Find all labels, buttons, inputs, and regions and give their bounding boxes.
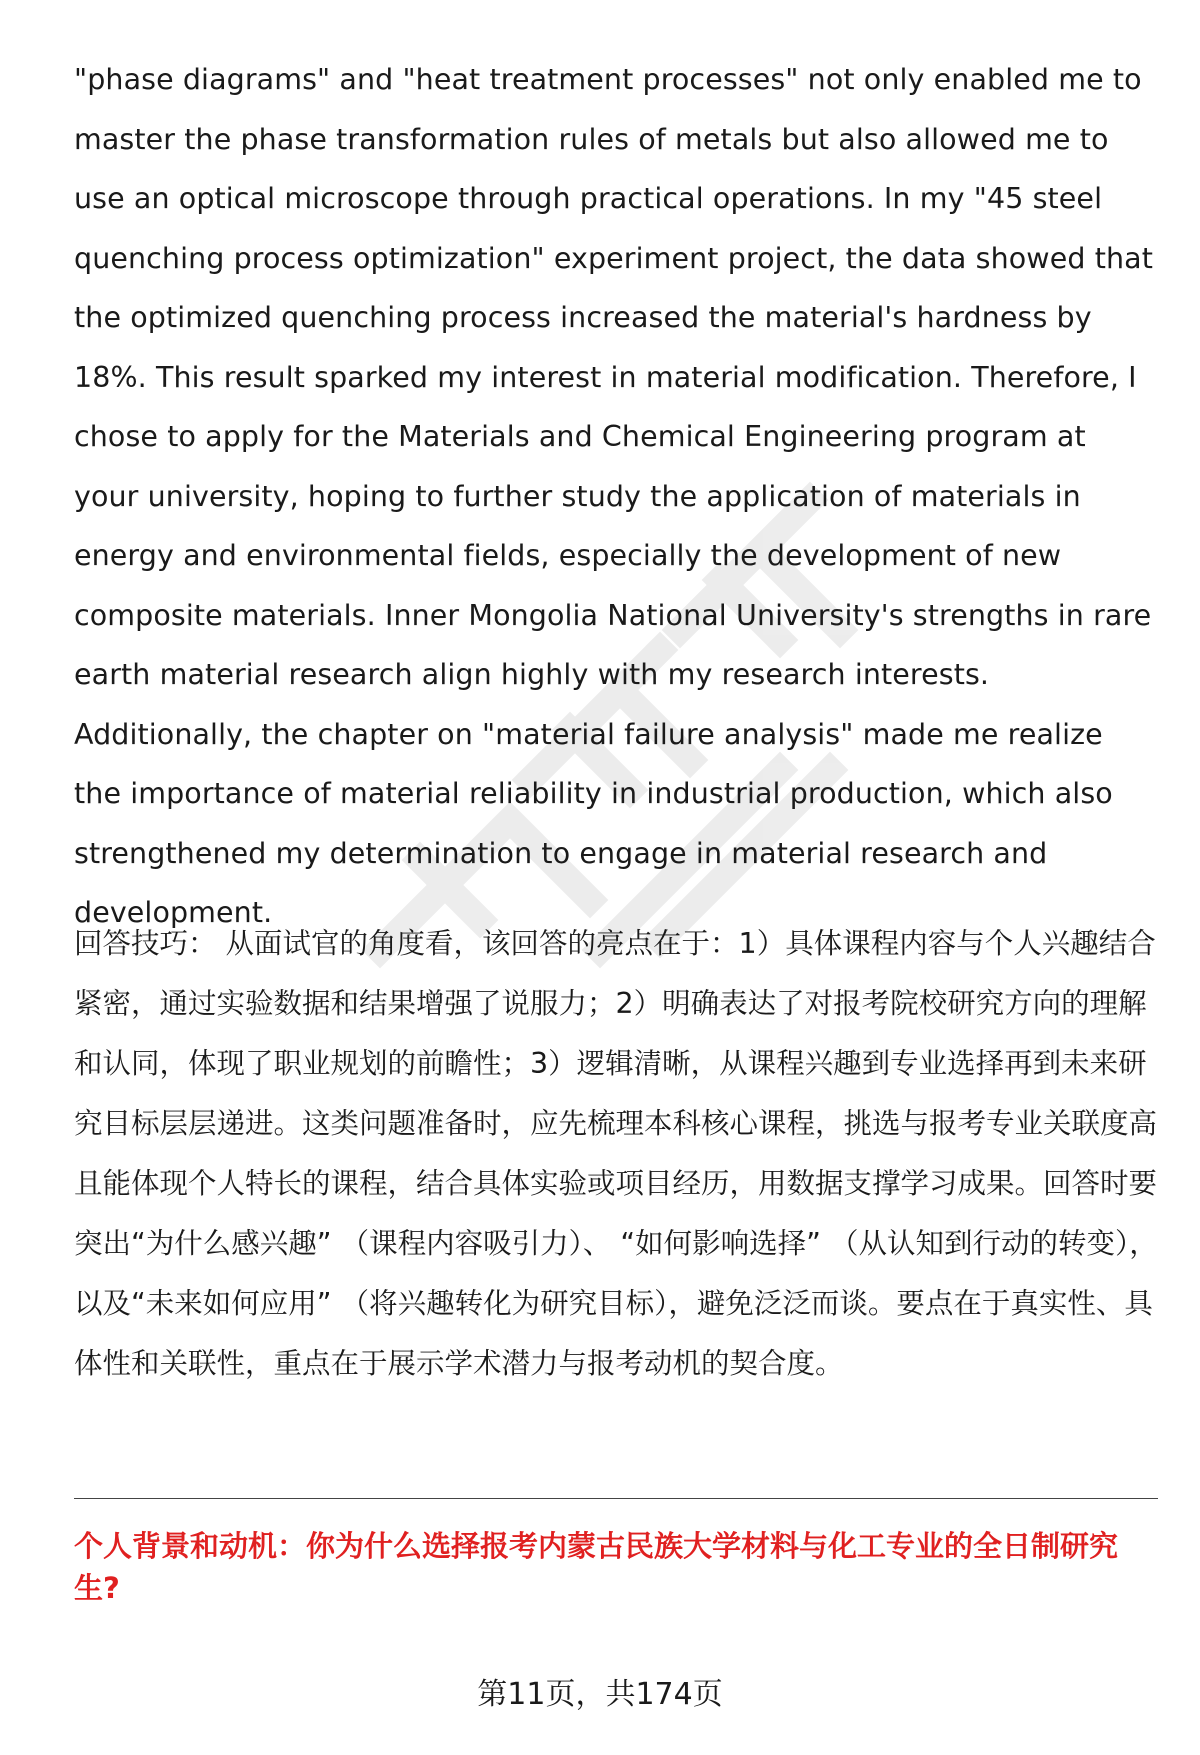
section-divider — [74, 1498, 1158, 1499]
page-number-footer: 第11页，共174页 — [477, 1677, 723, 1712]
question-heading: 个人背景和动机：你为什么选择报考内蒙古民族大学材料与化工专业的全日制研究生? — [74, 1529, 1119, 1605]
english-answer-paragraph: "phase diagrams" and "heat treatment processes" not only enabled me to master the phase transformation rules of metals but also allowed me to use an optical microscope through practical operations. In my "45 steel quenching process optimization" experiment project, the data showed that the optimized quenching process increased the material's hardness by 18%. This result sparked my interest in material modification. Therefore, I chose to apply for the Materials and Chemical Engineering program at your university, hoping to further study the application of materials in energy and environmental fields, especially the development of new composite materials. Inner Mongolia National University's strengths in rare earth material research align highly with my research interests. Additionally, the chapter on "material failure analysis" made me realize the importance of material reliability in industrial production, which also strengthened my determination to engage in material research and development. — [74, 63, 1153, 929]
answer-tips-paragraph: 回答技巧： 从面试官的角度看，该回答的亮点在于：1）具体课程内容与个人兴趣结合紧密，通过实验数据和结果增强了说服力；2）明确表达了对报考院校研究方向的理解和认同，体现了职业规划的前瞻性；3）逻辑清晰，从课程兴趣到专业选择再到未来研究目标层层递进。这类问题准备时，应先梳理本科核心课程，挑选与报考专业关联度高且能体现个人特长的课程，结合具体实验或项目经历，用数据支撑学习成果。回答时要突出“为什么感兴趣” （课程内容吸引力）、 “如何影响选择” （从认知到行动的转变），以及“未来如何应用” （将兴趣转化为研究目标），避免泛泛而谈。要点在于真实性、具体性和关联性，重点在于展示学术潜力与报考动机的契合度。 — [74, 927, 1158, 1380]
